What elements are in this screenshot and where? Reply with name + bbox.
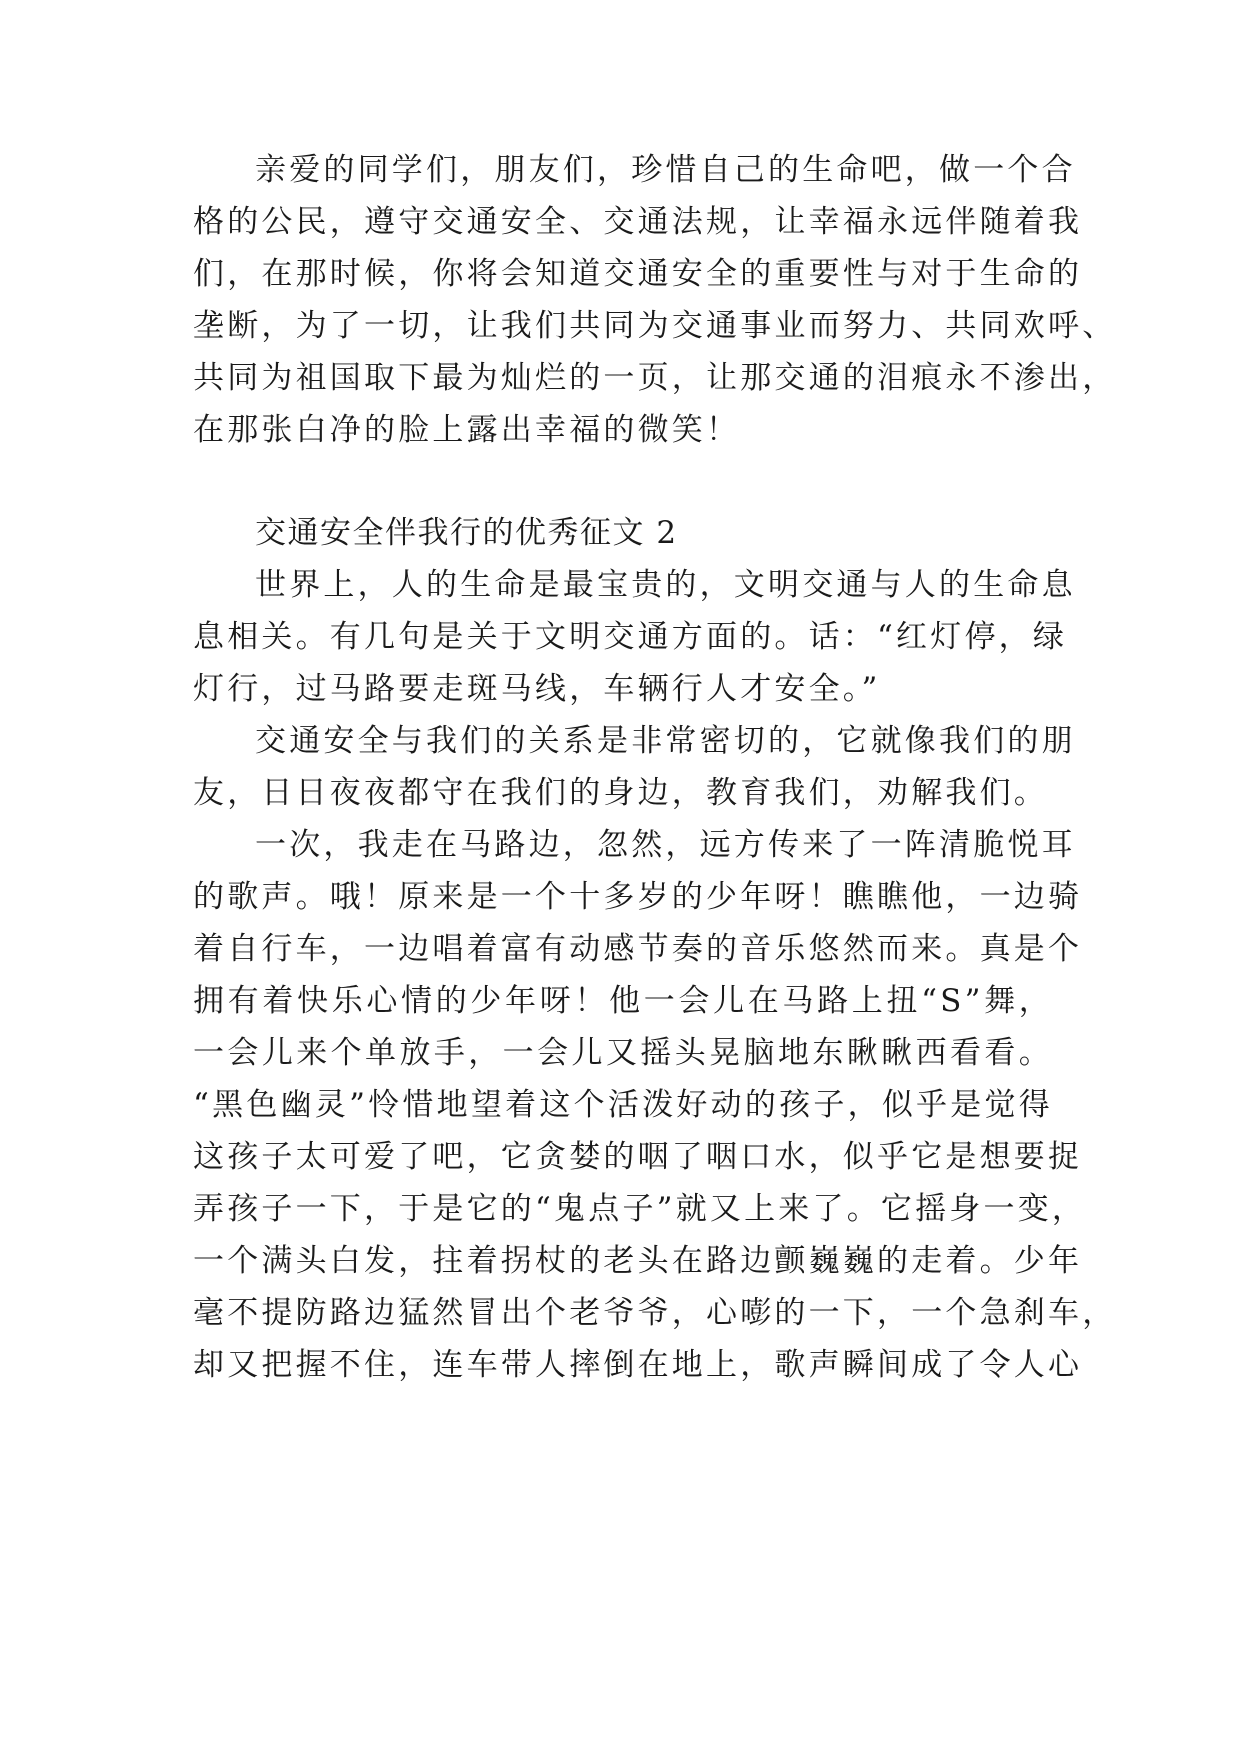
paragraph-line: 亲爱的同学们，朋友们，珍惜自己的生命吧，做一个合: [255, 152, 1076, 188]
paragraph-line: 着自行车，一边唱着富有动感节奏的音乐悠然而来。真是个: [193, 931, 1083, 967]
paragraph-line: 交通安全与我们的关系是非常密切的，它就像我们的朋: [255, 723, 1076, 759]
paragraph-line: 息相关。有几句是关于文明交通方面的。话：“红灯停，绿: [193, 619, 1068, 655]
paragraph-line: 一个满头白发，拄着拐杖的老头在路边颤巍巍的走着。少年: [193, 1243, 1083, 1279]
paragraph-line: 毫不提防路边猛然冒出个老爷爷，心嘭的一下，一个急刹车，: [193, 1295, 1117, 1331]
paragraph-line: 拥有着快乐心情的少年呀！他一会儿在马路上扭“S”舞，: [193, 983, 1053, 1019]
paragraph-line: 垄断，为了一切，让我们共同为交通事业而努力、共同欢呼、: [193, 308, 1117, 344]
paragraph-line: 友，日日夜夜都守在我们的身边，教育我们，劝解我们。: [193, 775, 1048, 811]
paragraph-line: 共同为祖国取下最为灿烂的一页，让那交通的泪痕永不渗出，: [193, 360, 1117, 396]
paragraph-line: 的歌声。哦！原来是一个十多岁的少年呀！瞧瞧他，一边骑: [193, 879, 1083, 915]
paragraph-line: 这孩子太可爱了吧，它贪婪的咽了咽口水，似乎它是想要捉: [193, 1139, 1083, 1175]
paragraph-line: 格的公民，遵守交通安全、交通法规，让幸福永远伴随着我: [193, 204, 1083, 240]
paragraph-line: 们，在那时候，你将会知道交通安全的重要性与对于生命的: [193, 256, 1083, 292]
paragraph-line: 一次，我走在马路边，忽然，远方传来了一阵清脆悦耳: [255, 827, 1076, 863]
paragraph-line: “黑色幽灵”怜惜地望着这个活泼好动的孩子，似乎是觉得: [193, 1087, 1053, 1123]
paragraph-line: 弄孩子一下，于是它的“鬼点子”就又上来了。它摇身一变，: [193, 1191, 1087, 1227]
paragraph-line: 一会儿来个单放手，一会儿又摇头晃脑地东瞅瞅西看看。: [193, 1035, 1053, 1071]
paragraph-line: 灯行，过马路要走斑马线，车辆行人才安全。”: [193, 671, 881, 707]
paragraph-line: 在那张白净的脸上露出幸福的微笑！: [193, 412, 741, 448]
section-heading: 交通安全伴我行的优秀征文 2: [255, 515, 678, 551]
paragraph-line: 世界上，人的生命是最宝贵的，文明交通与人的生命息: [255, 567, 1076, 603]
paragraph-line: 却又把握不住，连车带人摔倒在地上，歌声瞬间成了令人心: [193, 1347, 1083, 1383]
